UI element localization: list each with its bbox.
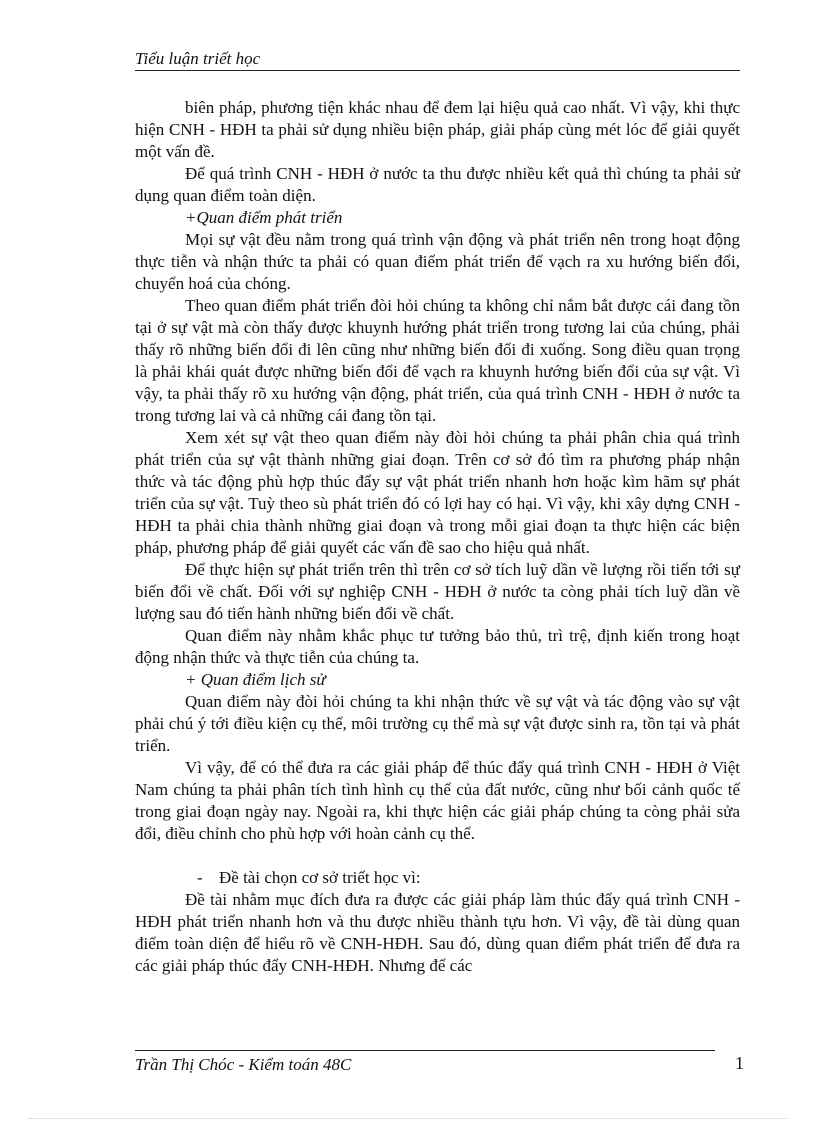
- paragraph: Quan điểm này nhằm khắc phục tư tưởng bảo thủ, trì trệ, định kiến trong hoạt động nhận thức và thực tiễn của chúng ta.: [135, 626, 740, 667]
- bullet-text: Đề tài chọn cơ sở triết học vì:: [219, 868, 421, 887]
- document-body: [135, 97, 740, 977]
- section-heading: +Quan điểm phát triển: [185, 208, 343, 227]
- paragraph: biên pháp, phương tiện khác nhau để đem lại hiệu quả cao nhất. Vì vậy, khi thực hiện CNH - HĐH ta phải sử dụng nhiều biện pháp, giải pháp cùng mét lóc để giải quyết một vấn đề.: [135, 98, 740, 161]
- header-rule: [135, 70, 740, 71]
- running-footer: Trần Thị Chóc - Kiểm toán 48C: [135, 1055, 352, 1074]
- paragraph: Xem xét sự vật theo quan điểm này đòi hỏi chúng ta phải phân chia quá trình phát triển của sự vật thành những giai đoạn. Trên cơ sở đó tìm ra phương pháp nhận thức và tác động phù hợp thúc đẩy sự vật phát triển nhanh hơn hoặc kìm hãm sự phát triển của sự vật. Tuỳ theo sù phát triển đó có lợi hay có hại. Vì vậy, khi xây dựng CNH - HĐH ta phải chia thành những giai đoạn và trong mỗi giai đoạn ta thực hiện các biện pháp, phương pháp để giải quyết các vấn đề sao cho hiệu quả nhất.: [135, 428, 740, 557]
- section-heading: + Quan điểm lịch sử: [185, 670, 326, 689]
- page-number: 1: [735, 1053, 744, 1073]
- paragraph: Mọi sự vật đều nằm trong quá trình vận động và phát triển nên trong hoạt động thực tiễn và nhận thức ta phải có quan điểm phát triển để vạch ra xu hướng biến đổi, chuyển hoá của chóng.: [135, 230, 740, 293]
- paragraph: Vì vậy, để có thể đưa ra các giải pháp để thúc đẩy quá trình CNH - HĐH ở Việt Nam chúng ta phải phân tích tình hình cụ thể của đất nước, cũng như bối cảnh quốc tế trong giai đoạn ngày nay. Ngoài ra, khi thực hiện các giải pháp chúng ta còng phải sửa đổi, điều chỉnh cho phù hợp với hoàn cảnh cụ thể.: [135, 758, 740, 843]
- running-header: Tiểu luận triết học: [135, 49, 261, 68]
- footer-rule: [135, 1050, 715, 1051]
- bullet-dash: -: [197, 868, 203, 887]
- paragraph: Đề tài nhằm mục đích đưa ra được các giải pháp làm thúc đẩy quá trình CNH - HĐH phát triển nhanh hơn và thu được nhiều thành tựu hơn. Vì vậy, đề tài dùng quan điểm toàn diện để hiểu rõ về CNH-HĐH. Sau đó, dùng quan điểm phát triển để đưa ra các giải pháp thúc đẩy CNH-HĐH. Nhưng để các: [135, 890, 740, 975]
- bullet-item: [135, 867, 740, 889]
- paragraph: Để quá trình CNH - HĐH ở nước ta thu được nhiều kết quả thì chúng ta phải sử dụng quan điểm toàn diện.: [135, 164, 740, 205]
- paragraph: Theo quan điểm phát triển đòi hỏi chúng ta không chỉ nắm bắt được cái đang tồn tại ở sự vật mà còn thấy được khuynh hướng phát triển trong tương lai của chúng, phải thấy rõ những biến đổi đi lên cũng như những biến đổi đi xuống. Song điều quan trọng là phải khái quát được những biến đổi để vạch ra khuynh hướng biến đổi của sự vật. Vì vậy, ta phải thấy rõ xu hướng vận động, phát triển, của quá trình CNH - HĐH ở nước ta trong tương lai và cả những cái đang tồn tại.: [135, 296, 740, 425]
- paragraph: Quan điểm này đòi hỏi chúng ta khi nhận thức về sự vật và tác động vào sự vật phải chú ý tới điều kiện cụ thể, môi trường cụ thể mà sự vật được sinh ra, tồn tại và phát triển.: [135, 692, 740, 755]
- page-edge-dots: [28, 1118, 788, 1119]
- paragraph: Để thực hiện sự phát triển trên thì trên cơ sở tích luỹ dần về lượng rồi tiến tới sự biến đổi về chất. Đối với sự nghiệp CNH - HĐH ở nước ta còng phải tích luỹ dần về lượng sau đó tiến hành những biến đổi về chất.: [135, 560, 740, 623]
